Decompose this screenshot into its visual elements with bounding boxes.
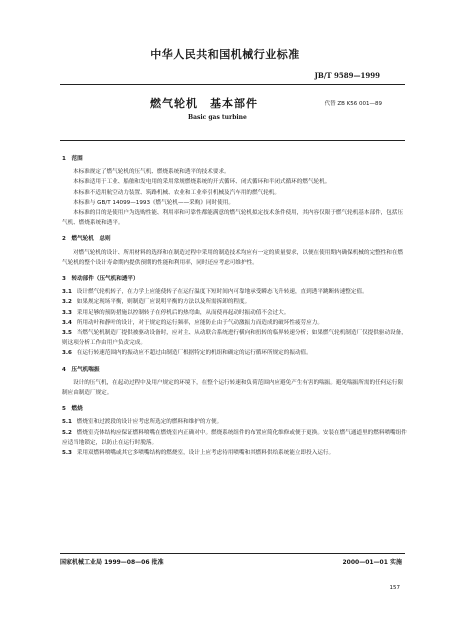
clause-number: 3.1 [62,289,72,296]
clause-number: 5.1 [62,419,72,426]
clause-item [62,297,408,307]
clause-text: 采用双燃料喷嘴或其它多喷嘴结构的燃烧室，设计上应考虑待用喷嘴和其燃料供给系统能立即投入运行。 [76,450,335,457]
standard-number: JB/T 9589—1999 [314,71,380,80]
document-title: 燃气轮机 基本部件 [150,97,258,110]
document-body [62,154,408,458]
clause-text: 所用动叶和静叶的设计，对于规定的运行频率，应能防止由于气动激振力而造成的破坏性疲劳应力。 [76,319,323,326]
approval-date: 国家机械工业局 1999—08—06 批准 [60,559,164,566]
header-rule-bottom [60,140,405,141]
clause-text: 如果规定现场平衡，则制造厂应说明平衡的方法以及所需拆卸的程度。 [76,299,251,306]
paragraph: 设计的压气机，在起动过程中及用户规定的环境下，在整个运行转速和负荷范围内应避免产生有害的喘振。避免喘振所需的任何运行限制应由制造厂规定。 [62,379,404,397]
national-standard-title: 中华人民共和国机械行业标准 [150,48,300,61]
clause-number: 3.3 [62,309,72,316]
clause-item [62,448,408,458]
clause-item [62,328,408,348]
clause-number: 3.6 [62,350,72,357]
clause-text: 采用足够的预防措施以控制转子在停机后的热弯曲，从而使再起动时振动值不会过大。 [76,309,290,316]
section-heading: 5 燃烧 [62,406,83,413]
page-number: 157 [389,585,400,591]
clause-text: 设计燃气轮机转子，在力学上应能使转子在运行温度下短时间内可靠地承受瞬态飞升转速，直到透平跳断转速整定值。 [76,289,368,296]
paragraph: 本标准不适用航空动力装置、筑路机械、农业和工业牵引机械及汽车用的燃气轮机。 [73,189,280,196]
clause-text: 在运行转速范围内的振动应不超过由制造厂根据特定的机组和确定的运行循环所规定的振动值。 [76,350,312,357]
english-title: Basic gas turbine [188,114,247,121]
header-rule-top [60,84,405,85]
clause-text: 燃烧室壳体结构应保证燃料喷嘴在燃烧室内正确对中。燃烧系统组件的布置应简化维修或便于更换。安装在燃气通道里的燃料喷嘴组件应适当地锁定，以防止在运行时脱落。 [62,429,407,446]
clause-number: 3.2 [62,299,72,306]
clause-item [62,417,408,427]
clause-number: 5.2 [62,429,72,436]
effective-date: 2000—01—01 实施 [342,559,402,566]
clause-number: 3.4 [62,319,72,326]
clause-item [62,287,408,297]
paragraph: 本标准规定了燃气轮机的压气机、燃烧系统和透平的技术要求。 [73,169,230,176]
clause-number: 5.3 [62,450,72,457]
clause-text: 燃烧室和过渡段的设计应考虑所选定的燃料和维护的方便。 [76,419,223,426]
clause-item [62,308,408,318]
replaces-note: 代替 ZB K56 001—89 [324,101,382,107]
section-heading: 1 范围 [62,156,83,162]
footer-rule [60,553,405,554]
paragraph: 本标准的目的是使用户为选购性能、利用率和可靠性都能满意的燃气轮机拟定技术条件使用，其内容仅限于燃气轮机基本部件，包括压气机、燃烧系统和透平。 [62,210,404,227]
section-heading: 2 燃气轮机 总则 [62,236,111,243]
clause-item [62,348,408,358]
section-heading: 3 转动部件（压气机和透平） [62,276,139,283]
paragraph: 本标准适用于工业、船舶和发电用的采用常规燃烧系统的开式循环、闭式循环和半闭式循环的燃气轮机。 [73,179,331,186]
paragraph: 对燃气轮机的设计、所用材料的选择和在制造过程中采用的制造技术均应有一定的质量要求，以便在使用期内确保机械的完整性和在燃气轮机的整个设计寿命期内提供预期的性能和利用率，同时还应考虑可维护性。 [62,249,404,266]
clause-number: 3.5 [62,330,72,337]
paragraph: 本标准与 GB/T 14099—1993《燃气轮机——采购》同时使用。 [73,199,234,206]
clause-item [62,318,408,328]
clause-text: 当燃气轮机制造厂提供被驱动设备时，应对主、从动联合系统进行横向和扭转的临界转速分析；如果燃气轮机制造厂仅提供驱动设备，则这项分析工作由用户负责完成。 [62,330,407,347]
section-heading: 4 压气机喘振 [62,366,100,373]
clause-item [62,428,408,448]
